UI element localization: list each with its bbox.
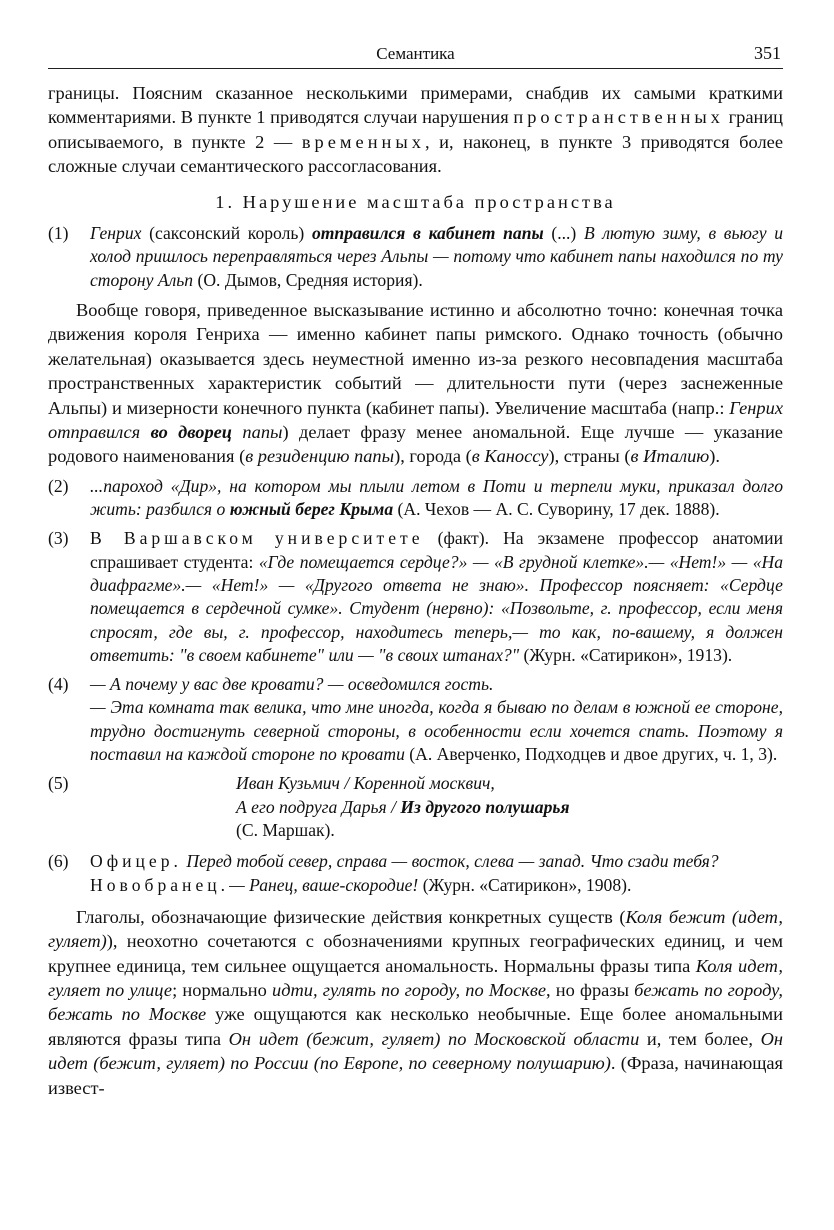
spaced-term: пространственных (513, 107, 724, 128)
text-run: в Италию (630, 446, 710, 467)
text-run: в резиденцию папы (245, 446, 395, 467)
emphasis: Из другого полушарья (400, 796, 570, 817)
text-run: Вообще говоря, приведенное высказывание истинно и абсолютно точно: конечная точка движения короля Генриха — именно кабинет папы римского. Однако точность (обычно желательная) оказывается здесь неуместной именно из-за резкого несовпадения масштаба пространственных характеристик событий — длительности пути (через заснеженные Альпы) и мизерности конечного пункта (кабинет папы). Увеличение масштаба (напр.: (48, 299, 783, 418)
example-number: (3) (48, 528, 69, 549)
text-run: (саксонский король) (141, 223, 312, 244)
text-run: Коля бежит (идет, гуляет) (48, 906, 783, 952)
example-5 (48, 772, 783, 842)
text-run: Он идет (бежит, гуляет) по Московской области (228, 1028, 640, 1049)
text-run: «Где помещается сердце?» — «В грудной клетке».— «Нет!» — «На диафрагме».— «Нет!» — «Другого ответа не знаю». Профессор поясняет: «Сердце помещается в сердечной сумке». Студент (нервно): «Позвольте, г. профессор, если меня спросят, где вы, г. профессор, находитесь теперь,— то как, по-вашему, я должен ответить: "в своем кабинете" или — "в своих штанах?" (90, 551, 783, 665)
text-run: Коля идет, гуляет по улице (48, 955, 783, 1001)
example-number: (1) (48, 223, 69, 244)
spaced-term: временных (301, 131, 425, 152)
text-run: (А. Чехов — А. С. Суворину, 17 дек. 1888). (393, 499, 720, 520)
text-run: , но фразы (546, 980, 635, 1001)
running-title: Семантика (376, 44, 455, 63)
text-run: Генрих (90, 223, 142, 244)
dialogue-line: Перед тобой север, справа — восток, слева — запад. Что сзади тебя? (186, 851, 719, 872)
text-run: (факт). На экзамене профессор анатомии спрашивает студента: (90, 528, 783, 572)
text-run: в Каноссу (471, 446, 549, 467)
text-run: (Журн. «Сатирикон», 1913). (519, 644, 733, 665)
example-number: (2) (48, 475, 69, 496)
text-run: ) делает фразу менее аномальной. Еще лучше — указание родового наименования ( (48, 421, 783, 467)
emphasis: южный берег Крыма (229, 499, 394, 520)
example-number: (5) (48, 773, 69, 794)
text-run: ), неохотно сочетаются с обозначениями крупных географических единиц, и чем крупнее единица, тем сильнее ощущается аномальность. Нормальны фразы типа (48, 931, 783, 976)
text-run: границы. Поясним сказанное несколькими примерами, снабдив их самыми краткими комментариями. В пункте 1 приводятся случаи нарушения (48, 83, 783, 128)
example-1 (48, 222, 783, 292)
dialogue-line: — Эта комната так велика, что мне иногда, когда я бываю по делам в южной ее стороне, трудно достигнуть северной стороны, в особенности если хочется спать. Поэтому я поставил на каждой стороне по кровати (90, 697, 783, 765)
speaker-label: Офицер. (90, 851, 182, 872)
text-run: ), города ( (394, 446, 472, 467)
example-number: (4) (48, 674, 69, 695)
paragraph-2 (48, 905, 783, 1100)
intro-paragraph (48, 81, 783, 179)
text-run: ). (709, 446, 720, 467)
text-run: Он идет (бежит, гуляет) по России (по Европе, по северному полушарию) (48, 1028, 783, 1074)
text-run: (А. Аверченко, Подходцев и двое других, ч. 1, 3). (404, 744, 778, 765)
spaced-term: В Варшавском университете (90, 528, 424, 549)
text-run: идти, гулять по городу, по Москве (272, 980, 547, 1001)
text-run: (...) (543, 223, 584, 244)
text-run: ; нормально (172, 980, 273, 1001)
dialogue-line: — А почему у вас две кровати? — осведомился гость. (90, 674, 494, 695)
poem-line: А его подруга Дарья / (236, 796, 401, 817)
text-run: и, тем более, (639, 1028, 761, 1049)
text-run: Генрих отправился (48, 397, 783, 442)
text-run: . (Фраза, начинающая извест- (48, 1053, 784, 1098)
running-header (48, 40, 783, 69)
example-3 (48, 527, 783, 667)
text-run: (О. Дымов, Средняя история). (193, 269, 423, 290)
example-2 (48, 475, 783, 522)
emphasis: отправился в кабинет папы (311, 223, 544, 244)
section-heading: 1. Нарушение масштаба пространства (215, 191, 616, 212)
text-run: ...пароход «Дир», на котором мы плыли летом в Поти и терпели муки, приказал долго жить: разбился о (90, 475, 783, 520)
example-number: (6) (48, 851, 69, 872)
text-run: (Журн. «Сатирикон», 1908). (418, 874, 632, 895)
text-run: бежать по городу, бежать по Москве (48, 980, 784, 1025)
text-run: границ описываемого, в пункте 2 — (48, 107, 784, 152)
text-run: уже ощущаются как несколько необычные. Еще более аномальными являются фразы типа (48, 1004, 783, 1049)
page-number: 351 (754, 43, 781, 63)
poem-line: Иван Кузьмич / Коренной москвич, (236, 773, 495, 794)
text-run: , и, наконец, в пункте 3 приводятся более сложные случаи семантического рассогласования. (48, 131, 783, 177)
paragraph-1 (48, 298, 783, 469)
book-page (48, 40, 783, 1100)
text-run: Глаголы, обозначающие физические действия конкретных существ ( (76, 906, 626, 927)
text-run: В лютую зиму, в вьюгу и холод пришлось переправляться через Альпы — потому что кабинет папы находился по ту сторону Альп (90, 223, 783, 290)
example-4 (48, 673, 783, 766)
emphasis: во дворец (150, 421, 233, 442)
page-body (48, 81, 783, 1100)
speaker-label: Новобранец. (90, 874, 230, 895)
dialogue-line: — Ранец, ваше-скородие! (229, 874, 419, 895)
example-6 (48, 850, 783, 897)
poem-quote (90, 772, 783, 842)
text-run: папы (242, 421, 283, 442)
poem-source: (С. Маршак). (236, 819, 335, 840)
text-run: ), страны ( (548, 446, 631, 467)
